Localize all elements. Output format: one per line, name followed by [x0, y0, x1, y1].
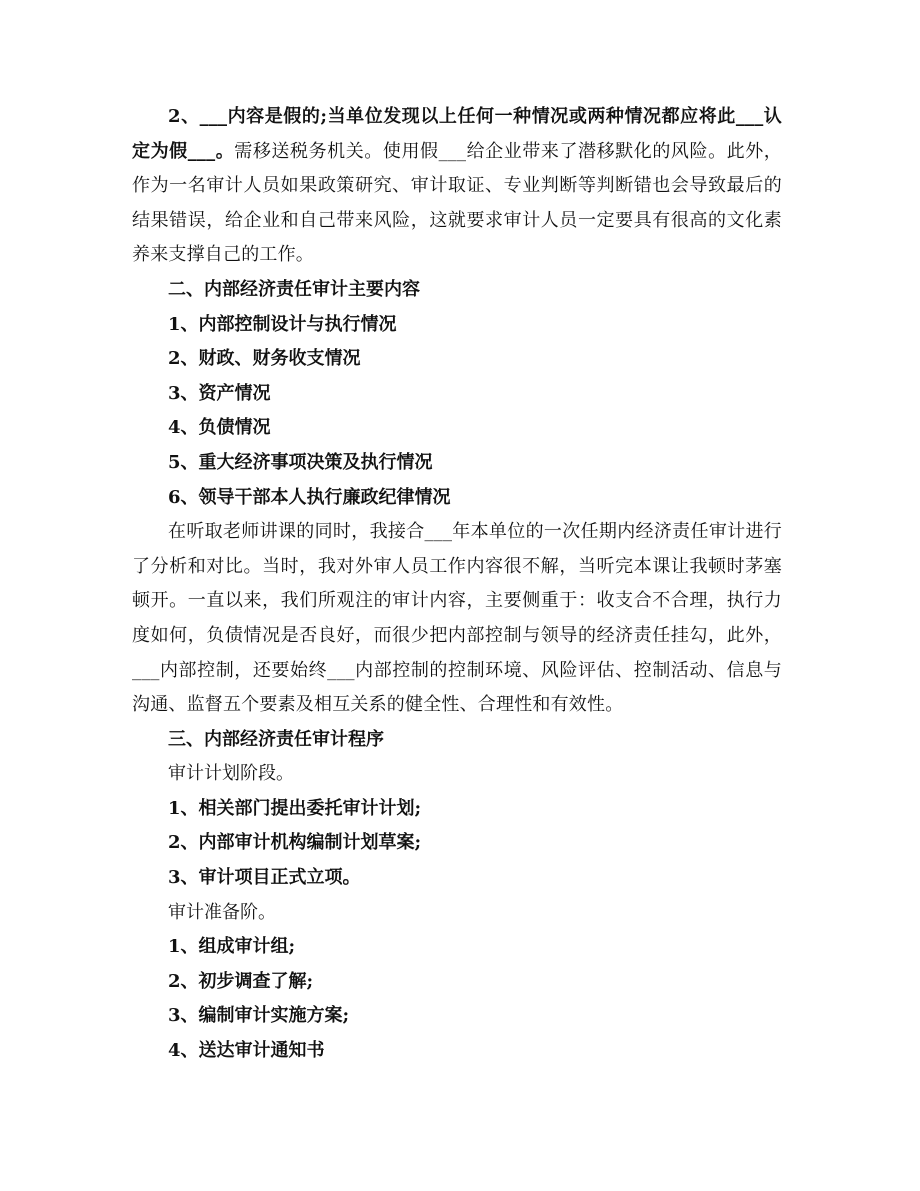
paragraph-2: 在听取老师讲课的同时，我接合___年本单位的一次任期内经济责任审计进行了分析和对比。当时，我对外审人员工作内容很不解，当听完本课让我顿时茅塞顿开。一直以来，我们所观注的审计内容，主要侧重于：收支合不合理，执行力度如何，负债情况是否良好，而很少把内部控制与领导的经济责任挂勾，此外，___内部控制，还要始终___内部控制的控制环境、风险评估、控制活动、信息与沟通、监督五个要素及相互关系的健全性、合理性和有效性。 [132, 521, 782, 716]
stage-1-label: 审计计划阶段。 [168, 763, 294, 785]
stage-2-item: 1、组成审计组; [168, 936, 296, 958]
section-3-heading: 三、内部经济责任审计程序 [168, 728, 384, 750]
document-body [132, 100, 782, 1069]
stage-1-item: 3、审计项目正式立项。 [168, 867, 361, 889]
stage-2-item: 3、编制审计实施方案; [168, 1005, 350, 1027]
section-2-item: 5、重大经济事项决策及执行情况 [168, 451, 433, 473]
section-2-item: 3、资产情况 [168, 382, 271, 404]
stage-2-item: 4、送达审计通知书 [168, 1040, 325, 1062]
section-2-item: 6、领导干部本人执行廉政纪律情况 [168, 486, 451, 508]
paragraph-1-rest: 需移送税务机关。使用假___给企业带来了潜移默化的风险。此外，作为一名审计人员如果政策研究、审计取证、专业判断等判断错也会导致最后的结果错误，给企业和自己带来风险，这就要求审计人员一定要具有很高的文化素养来支撑自己的工作。 [132, 140, 782, 266]
section-2-heading: 二、内部经济责任审计主要内容 [168, 278, 420, 300]
paragraph-1-lead: 2、___内容是假的;当单位发现以上任何一种情况或两种情况都应将此___认定为假___。 [132, 106, 782, 162]
section-2-item: 4、负债情况 [168, 417, 271, 439]
section-2-item: 1、内部控制设计与执行情况 [168, 313, 397, 335]
stage-1-item: 1、相关部门提出委托审计计划; [168, 797, 422, 819]
section-2-item: 2、财政、财务收支情况 [168, 348, 361, 370]
stage-1-item: 2、内部审计机构编制计划草案; [168, 832, 422, 854]
paragraph-1 [132, 100, 782, 273]
stage-2-item: 2、初步调查了解; [168, 970, 314, 992]
stage-2-label: 审计准备阶。 [168, 901, 276, 923]
